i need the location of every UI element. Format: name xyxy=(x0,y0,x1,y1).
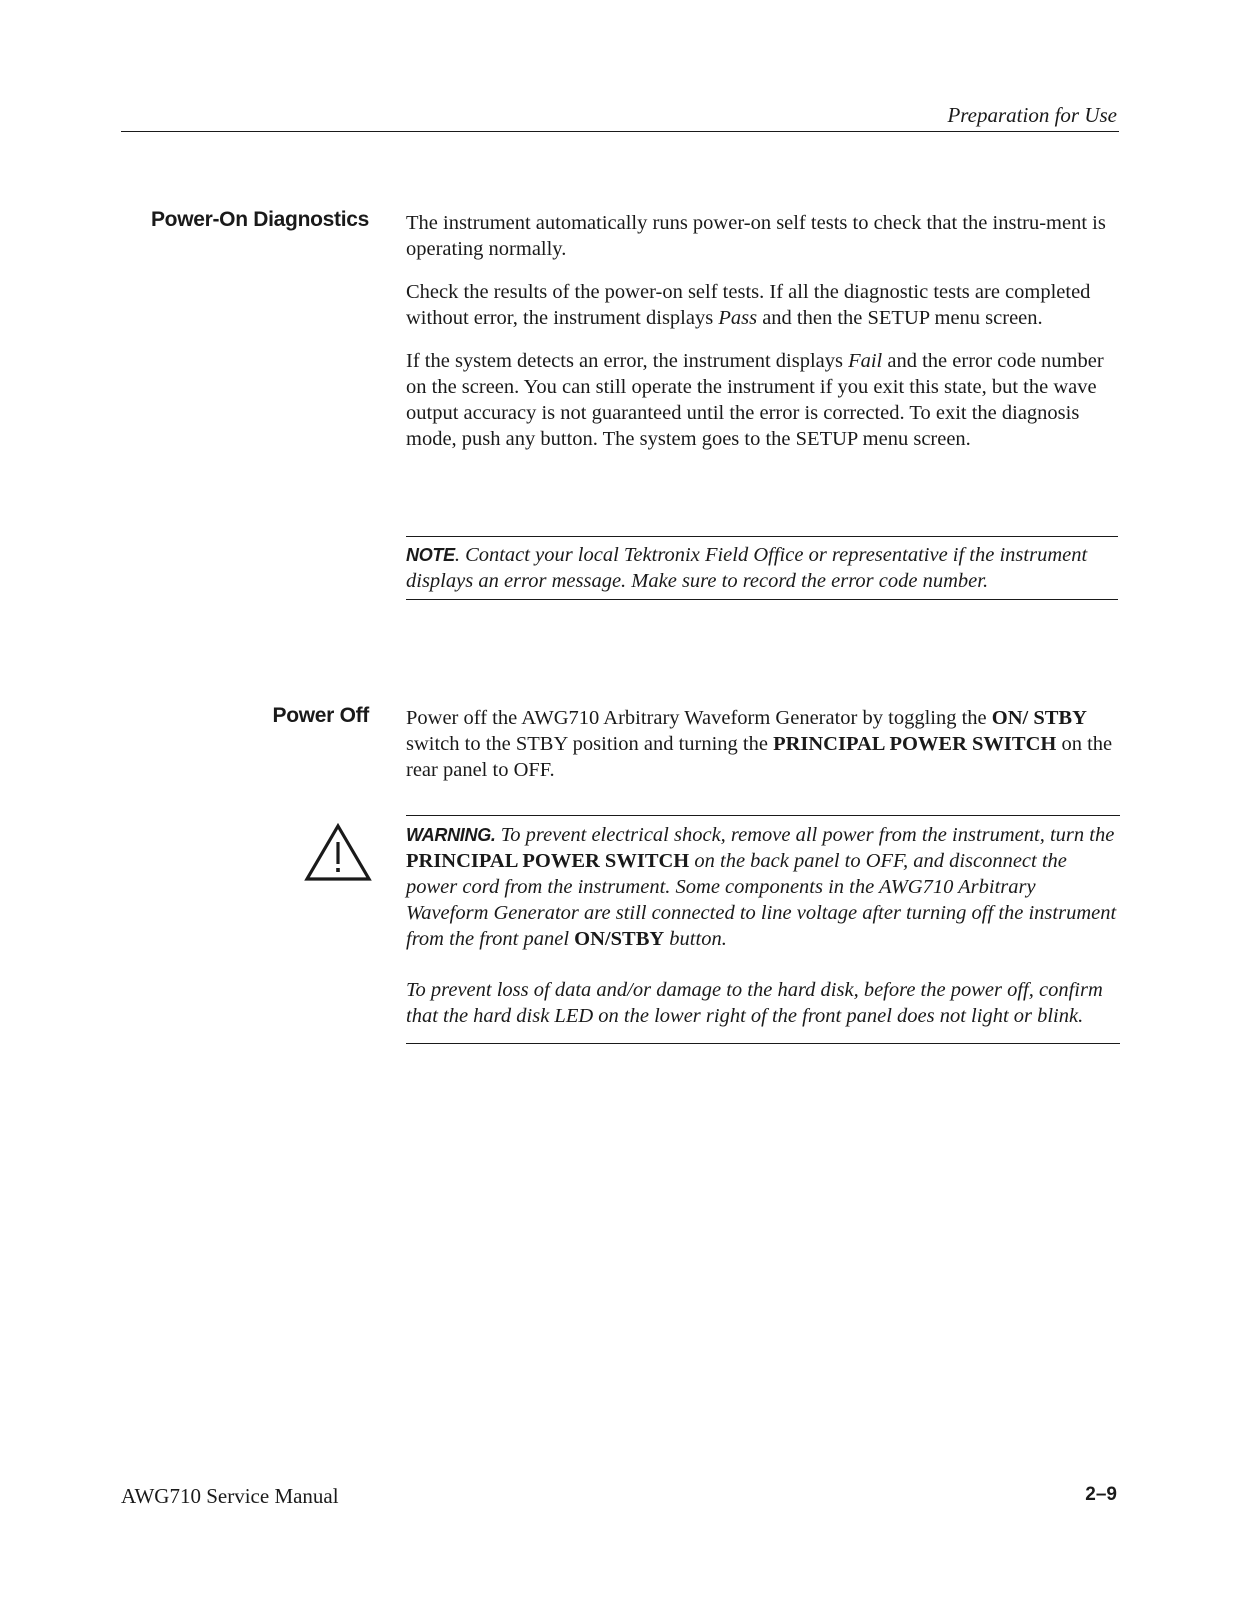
warning-paragraph-2: To prevent loss of data and/or damage to the hard disk, before the power off, confirm that the hard disk LED on the lower right of the front panel does not light or blink. xyxy=(406,979,1103,1027)
fail-emphasis: Fail xyxy=(848,350,883,372)
note-label: NOTE xyxy=(406,545,455,565)
note-text: . Contact your local Tektronix Field Office or representative if the instrument displays an error message. Make sure to record the error code number. xyxy=(406,544,1088,592)
text-run: on the rear panel to OFF. xyxy=(406,733,1113,781)
footer-page-number: 2–9 xyxy=(1085,1484,1117,1505)
principal-power-switch-label: PRINCIPAL POWER SWITCH xyxy=(406,850,690,872)
text-run: switch to the STBY position and turning the xyxy=(406,733,774,755)
power-off-body xyxy=(406,705,1118,800)
diagnostics-paragraph-1: The instrument automatically runs power-on self tests to check that the instru-ment is operating normally. xyxy=(406,212,1106,260)
text-run: button. xyxy=(664,928,727,950)
section-heading-diagnostics: Power-On Diagnostics xyxy=(150,208,369,231)
on-stby-label: ON/STBY xyxy=(574,928,665,950)
principal-power-switch-label: PRINCIPAL POWER SWITCH xyxy=(773,733,1057,755)
diagnostics-paragraph-3 xyxy=(406,348,1118,452)
header-rule xyxy=(121,131,1119,132)
warning-label: WARNING. xyxy=(406,825,496,845)
running-header: Preparation for Use xyxy=(947,103,1117,127)
diagnostics-body xyxy=(406,210,1118,469)
text-run: If the system detects an error, the instrument displays xyxy=(406,350,849,372)
note-box xyxy=(406,536,1118,600)
text-run: Power off the AWG710 Arbitrary Waveform Generator by toggling the xyxy=(406,707,992,729)
warning-triangle-icon xyxy=(304,823,372,883)
pass-emphasis: Pass xyxy=(718,307,758,329)
warning-box xyxy=(406,815,1120,1044)
text-run: and the error code number on the screen. You can still operate the instrument if you exit this state, but the wave output accuracy is not guaranteed until the error is corrected. To exit the diagnosis mode, push any button. The system goes to the SETUP menu screen. xyxy=(406,350,1104,450)
text-run: To prevent electrical shock, remove all power from the instrument, turn the xyxy=(495,824,1115,846)
footer-manual-title: AWG710 Service Manual xyxy=(121,1484,339,1508)
warning-paragraph-1 xyxy=(406,822,1120,952)
diagnostics-paragraph-2 xyxy=(406,279,1118,331)
text-run: Check the results of the power-on self tests. If all the diagnostic tests are completed without error, the instrument displays xyxy=(406,281,1091,329)
power-off-paragraph xyxy=(406,705,1118,783)
text-run: on the back panel to OFF, and disconnect the power cord from the instrument. Some components in the AWG710 Arbitrary Waveform Generator are still connected to line voltage after turning off the instrument from the front panel xyxy=(406,850,1117,950)
text-run: and then the SETUP menu screen. xyxy=(757,307,1043,329)
on-stby-label: ON/ STBY xyxy=(991,707,1087,729)
section-heading-power-off: Power Off xyxy=(272,704,369,727)
